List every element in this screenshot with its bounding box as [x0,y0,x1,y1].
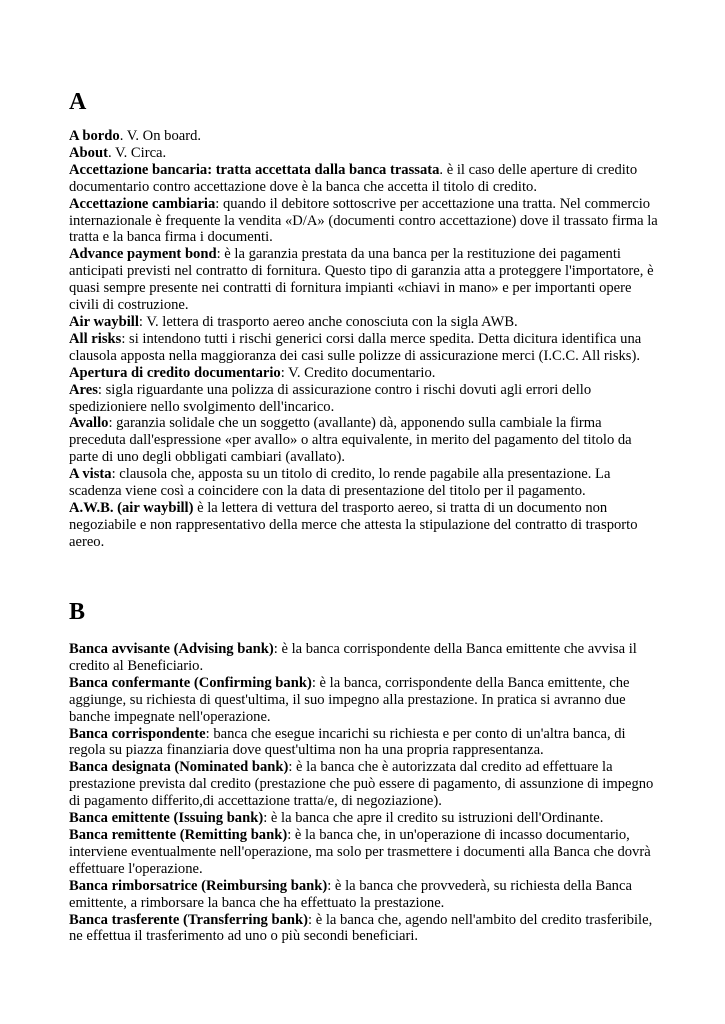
entry-definition: : è la banca che provvederà, su richiesta della Banca emittente, a rimborsare la banca che ha effettuato la prestazione. [69,877,632,911]
glossary-entry [69,415,659,466]
glossary-entry [69,912,659,946]
entry-term: Accettazione bancaria: tratta accettata dalla banca trassata [69,161,440,178]
section-letter-b: B [69,599,86,625]
entry-term: Banca remittente (Remitting bank) [69,826,288,843]
section-b-entries [69,641,659,945]
entry-definition: : quando il debitore sottoscrive per accettazione una tratta. Nel commercio internazionale è frequente la vendita «D/A» (documenti contro accettazione) dove il trassato firma la tratta e la banca firma i documenti. [69,195,658,246]
entry-definition: è la lettera di vettura del trasporto aereo, si tratta di un documento non negoziabile e non rappresentativo della merce che attesta la stipulazione del contratto di trasporto aereo. [69,499,638,550]
glossary-entry [69,810,659,827]
entry-definition: : è la banca corrispondente della Banca emittente che avvisa il credito al Beneficiario. [69,641,637,674]
glossary-entry [69,162,659,196]
entry-term: A bordo [69,128,120,144]
glossary-entry [69,196,659,247]
entry-term: Banca avvisante (Advising bank) [69,641,274,657]
entry-term: A.W.B. (air waybill) [69,499,194,516]
entry-definition: : è la banca che, agendo nell'ambito del credito trasferibile, ne effettua il trasferimento ad uno o più secondi beneficiari. [69,911,653,945]
glossary-entry [69,128,659,145]
section-letter-a: A [69,89,87,115]
entry-term: Banca rimborsatrice (Reimbursing bank) [69,877,328,894]
glossary-entry [69,382,659,416]
glossary-entry [69,466,659,500]
entry-term: All risks [69,330,122,347]
entry-definition: : V. lettera di trasporto aereo anche conosciuta con la sigla AWB. [138,313,518,330]
entry-definition: . è il caso delle aperture di credito documentario contro accettazione dove è la banca che accetta il titolo di credito. [69,161,638,195]
entry-term: Banca corrispondente [69,725,206,742]
glossary-entry [69,675,659,726]
entry-definition: : garanzia solidale che un soggetto (avallante) dà, apponendo sulla cambiale la firma preceduta dall'espressione «per avallo» o altra equivalente, in merito del pagamento del titolo da parte di uno degli obbligati cambiari (avallato). [69,415,632,466]
glossary-entry [69,145,659,162]
glossary-entry [69,331,659,365]
entry-term: Advance payment bond [69,246,217,263]
glossary-entry [69,314,659,331]
entry-term: Banca confermante (Confirming bank) [69,674,312,691]
entry-term: Apertura di credito documentario [69,364,281,381]
entry-term: About [69,144,108,161]
glossary-entry [69,759,659,810]
entry-definition: : clausola che, apposta su un titolo di credito, lo rende pagabile alla presentazione. La scadenza viene così a coincidere con la data di presentazione del titolo per il pagamento. [69,466,611,500]
glossary-entry [69,365,659,382]
entry-term: Banca emittente (Issuing bank) [69,810,264,827]
entry-definition: : si intendono tutti i rischi generici corsi dalla merce spedita. Detta dicitura identifica una clausola apposta nella maggioranza dei casi sulle polizze di assicurazione merci (I.C.C. All risks). [69,330,642,364]
entry-term: Banca designata (Nominated bank) [69,759,289,776]
glossary-entry [69,641,659,675]
entry-term: Accettazione cambiaria [69,195,216,212]
entry-definition: : è la banca, corrispondente della Banca emittente, che aggiunge, su richiesta di quest'ultima, il suo impegno alla prestazione. In pratica si avranno due banche impegnate nell'operazione. [69,674,630,725]
entry-definition: : è la garanzia prestata da una banca per la restituzione dei pagamenti anticipati previsti nel contratto di fornitura. Questo tipo di garanzia atta a proteggere l'importatore, è quasi sempre presente nei contratti di fornitura impianti «chiavi in mano» e per importanti opere civili di costruzione. [69,246,654,314]
entry-term: Air waybill [69,313,139,330]
entry-definition: : è la banca che apre il credito su istruzioni dell'Ordinante. [263,810,604,827]
entry-definition: . V. On board. [119,128,202,144]
entry-definition: : è la banca che, in un'operazione di incasso documentario, interviene eventualmente nell'operazione, ma solo per trasmettere i documenti alla Banca che dovrà effettuare l'operazione. [69,826,651,877]
entry-term: A vista [69,466,112,483]
entry-definition: : V. Credito documentario. [280,364,436,381]
entry-term: Ares [69,381,98,398]
glossary-entry [69,878,659,912]
entry-term: Avallo [69,415,109,432]
glossary-entry [69,246,659,314]
glossary-entry [69,500,659,551]
entry-definition: : banca che esegue incarichi su richiesta e per conto di un'altra banca, di regola su piazza finanziaria dove quest'ultima non ha una propria rappresentanza. [69,725,626,759]
glossary-entry [69,726,659,760]
entry-term: Banca trasferente (Transferring bank) [69,911,309,928]
entry-definition: . V. Circa. [107,144,167,161]
entry-definition: : è la banca che è autorizzata dal credito ad effettuare la prestazione prevista dal credito (prestazione che può essere di pagamento, di assunzione di impegno di pagamento differito,di accettazione tratta/e, di negoziazione). [69,759,654,810]
glossary-entry [69,827,659,878]
section-a-entries [69,128,659,551]
entry-definition: : sigla riguardante una polizza di assicurazione contro i rischi dovuti agli errori dello spedizioniere nello svolgimento dell'incarico. [69,381,592,415]
